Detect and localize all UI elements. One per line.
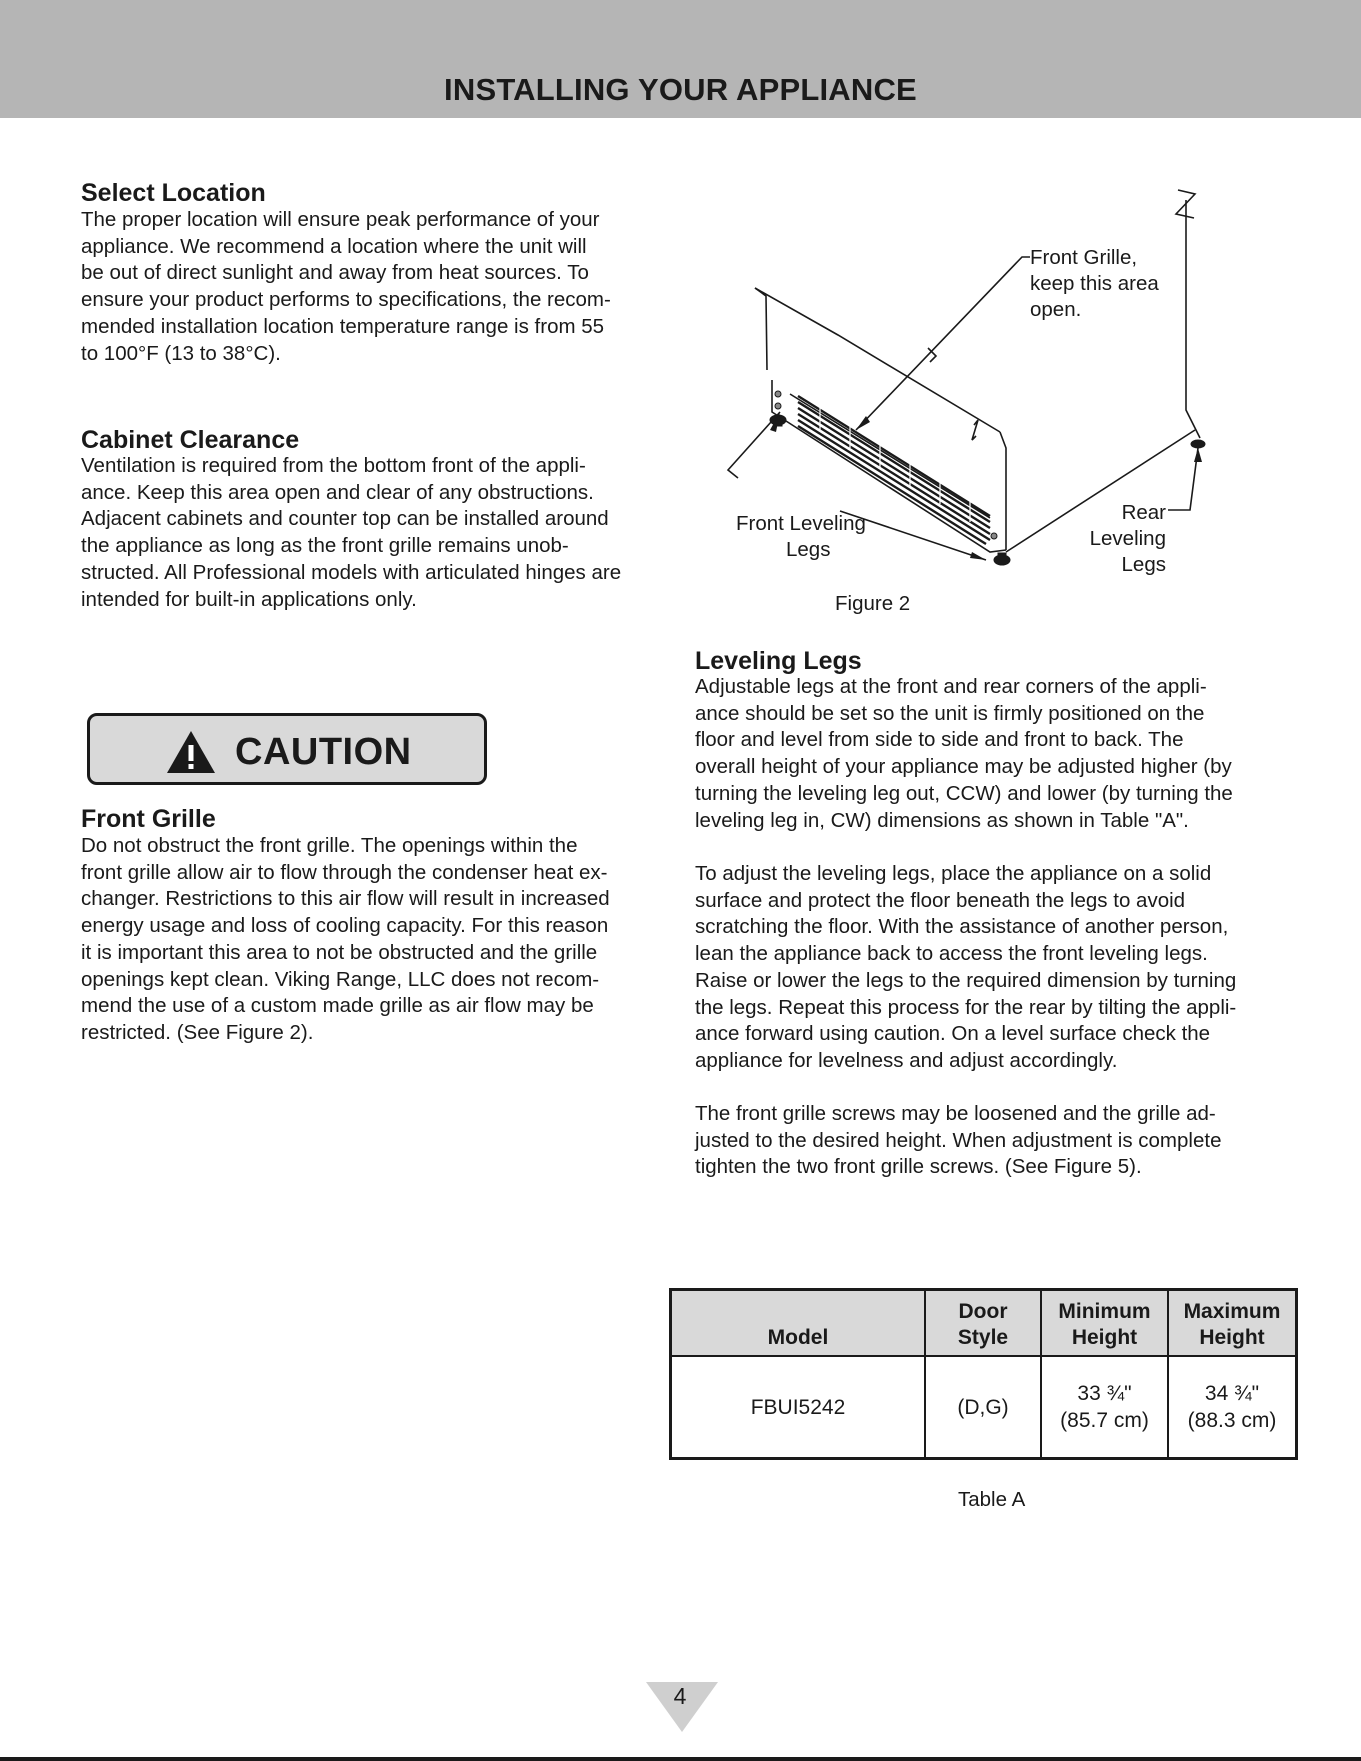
select-location-heading: Select Location	[81, 179, 266, 207]
text-line: turning the leveling leg out, CCW) and lower (by turning the	[695, 781, 1233, 805]
cell-text: (88.3 cm)	[1187, 1409, 1277, 1432]
text-line: changer. Restrictions to this air flow will result in increased	[81, 887, 610, 911]
column-header-maximum-height	[1168, 1290, 1297, 1357]
callout-front-leveling-legs	[736, 511, 896, 563]
leveling-legs-text-2	[695, 861, 1236, 1075]
caution-banner	[87, 713, 487, 785]
cell-text: (85.7 cm)	[1060, 1409, 1149, 1432]
text-line: open.	[1030, 298, 1082, 321]
text-line: The proper location will ensure peak performance of your	[81, 208, 600, 231]
text-line: Raise or lower the legs to the required dimension by turning	[695, 968, 1237, 992]
text-line: restricted. (See Figure 2).	[81, 1020, 314, 1044]
text-line: justed to the desired height. When adjustment is complete	[695, 1128, 1222, 1152]
text-line: ensure your product performs to specifications, the recom-	[81, 288, 611, 312]
footer-rule	[0, 1757, 1361, 1761]
cell-max-height	[1168, 1356, 1297, 1459]
callout-rear-leveling-legs	[1080, 500, 1166, 578]
text-line: lean the appliance back to access the front leveling legs.	[695, 942, 1208, 966]
leveling-legs-text-1	[695, 674, 1233, 834]
figure-2	[690, 180, 1230, 600]
text-line: tighten the two front grille screws. (See Figure 5).	[695, 1155, 1142, 1179]
text-line: appliance for levelness and adjust accordingly.	[695, 1048, 1118, 1072]
leveling-legs-heading: Leveling Legs	[695, 647, 862, 675]
front-grille-heading: Front Grille	[81, 805, 216, 833]
text-line: mended installation location temperature range is from 55	[81, 314, 605, 338]
text-line: surface and protect the floor beneath the legs to avoid	[695, 888, 1186, 912]
page-header	[0, 0, 1361, 118]
header-text: Style	[957, 1326, 1009, 1349]
text-line: Front Grille,	[1030, 246, 1138, 269]
warning-triangle-icon	[165, 729, 217, 775]
text-line: Legs	[1121, 553, 1166, 576]
cell-door-style: (D,G)	[925, 1356, 1041, 1459]
header-text: Height	[1199, 1326, 1265, 1349]
page-title: INSTALLING YOUR APPLIANCE	[444, 72, 917, 107]
select-location-text	[81, 207, 611, 367]
text-line: ance should be set so the unit is firmly positioned on the	[695, 701, 1205, 725]
text-line: the appliance as long as the front grille remains unob-	[81, 534, 569, 558]
header-text: Minimum	[1058, 1300, 1151, 1323]
page-number: 4	[673, 1683, 687, 1709]
text-line: leveling leg in, CW) dimensions as shown in Table "A".	[695, 808, 1189, 832]
table-caption: Table A	[958, 1488, 1026, 1511]
text-line: The front grille screws may be loosened and the grille ad-	[695, 1102, 1216, 1125]
callout-front-grille	[1030, 245, 1159, 323]
caution-label: CAUTION	[235, 730, 412, 773]
text-line: it is important this area to not be obstructed and the grille	[81, 940, 598, 964]
text-line: ance forward using caution. On a level surface check the	[695, 1022, 1211, 1046]
front-grille-text	[81, 833, 610, 1047]
text-line: keep this area	[1030, 272, 1159, 295]
header-text: Height	[1071, 1326, 1138, 1349]
text-line: the legs. Repeat this process for the rear by tilting the appli-	[695, 995, 1237, 1019]
header-text: Model	[767, 1326, 829, 1349]
header-text: Maximum	[1183, 1300, 1281, 1323]
column-header-door-style	[925, 1290, 1041, 1357]
text-line: ance. Keep this area open and clear of any obstructions.	[81, 480, 594, 504]
text-line: be out of direct sunlight and away from heat sources. To	[81, 261, 589, 285]
cell-text: 33 ¾"	[1077, 1382, 1132, 1405]
text-line: intended for built-in applications only.	[81, 587, 417, 611]
column-header-model	[671, 1290, 926, 1357]
cabinet-clearance-heading: Cabinet Clearance	[81, 426, 300, 454]
cell-model: FBUI5242	[671, 1356, 926, 1459]
text-line: Do not obstruct the front grille. The openings within the	[81, 834, 578, 857]
text-line: Front Leveling	[736, 512, 866, 535]
text-line: scratching the floor. With the assistance of another person,	[695, 915, 1229, 939]
header-text: Door	[958, 1300, 1008, 1323]
text-line: appliance. We recommend a location where the unit will	[81, 234, 587, 258]
cabinet-clearance-text	[81, 453, 621, 613]
column-header-minimum-height	[1041, 1290, 1168, 1357]
text-line: Leveling	[1089, 527, 1166, 550]
text-line: To adjust the leveling legs, place the appliance on a solid	[695, 862, 1212, 885]
height-table	[669, 1288, 1298, 1460]
leveling-legs-text-3	[695, 1101, 1221, 1181]
text-line: mend the use of a custom made grille as air flow may be	[81, 994, 594, 1018]
text-line: floor and level from side to side and front to back. The	[695, 728, 1184, 752]
cell-min-height	[1041, 1356, 1168, 1459]
text-line: Legs	[786, 538, 831, 561]
text-line: openings kept clean. Viking Range, LLC does not recom-	[81, 967, 600, 991]
text-line: front grille allow air to flow through the condenser heat ex-	[81, 860, 608, 884]
text-line: Adjacent cabinets and counter top can be installed around	[81, 507, 609, 531]
text-line: Adjustable legs at the front and rear corners of the appli-	[695, 675, 1207, 698]
cell-text: 34 ¾"	[1204, 1382, 1260, 1405]
text-line: structed. All Professional models with articulated hinges are	[81, 560, 622, 584]
table-row	[671, 1356, 1297, 1459]
table-header-row	[671, 1290, 1297, 1357]
text-line: to 100°F (13 to 38°C).	[81, 341, 281, 365]
text-line: Ventilation is required from the bottom front of the appli-	[81, 454, 586, 477]
text-line: Rear	[1121, 501, 1166, 524]
text-line: overall height of your appliance may be adjusted higher (by	[695, 755, 1232, 779]
figure-caption: Figure 2	[835, 592, 911, 615]
caution-content	[165, 730, 412, 774]
text-line: energy usage and loss of cooling capacity. For this reason	[81, 914, 609, 938]
